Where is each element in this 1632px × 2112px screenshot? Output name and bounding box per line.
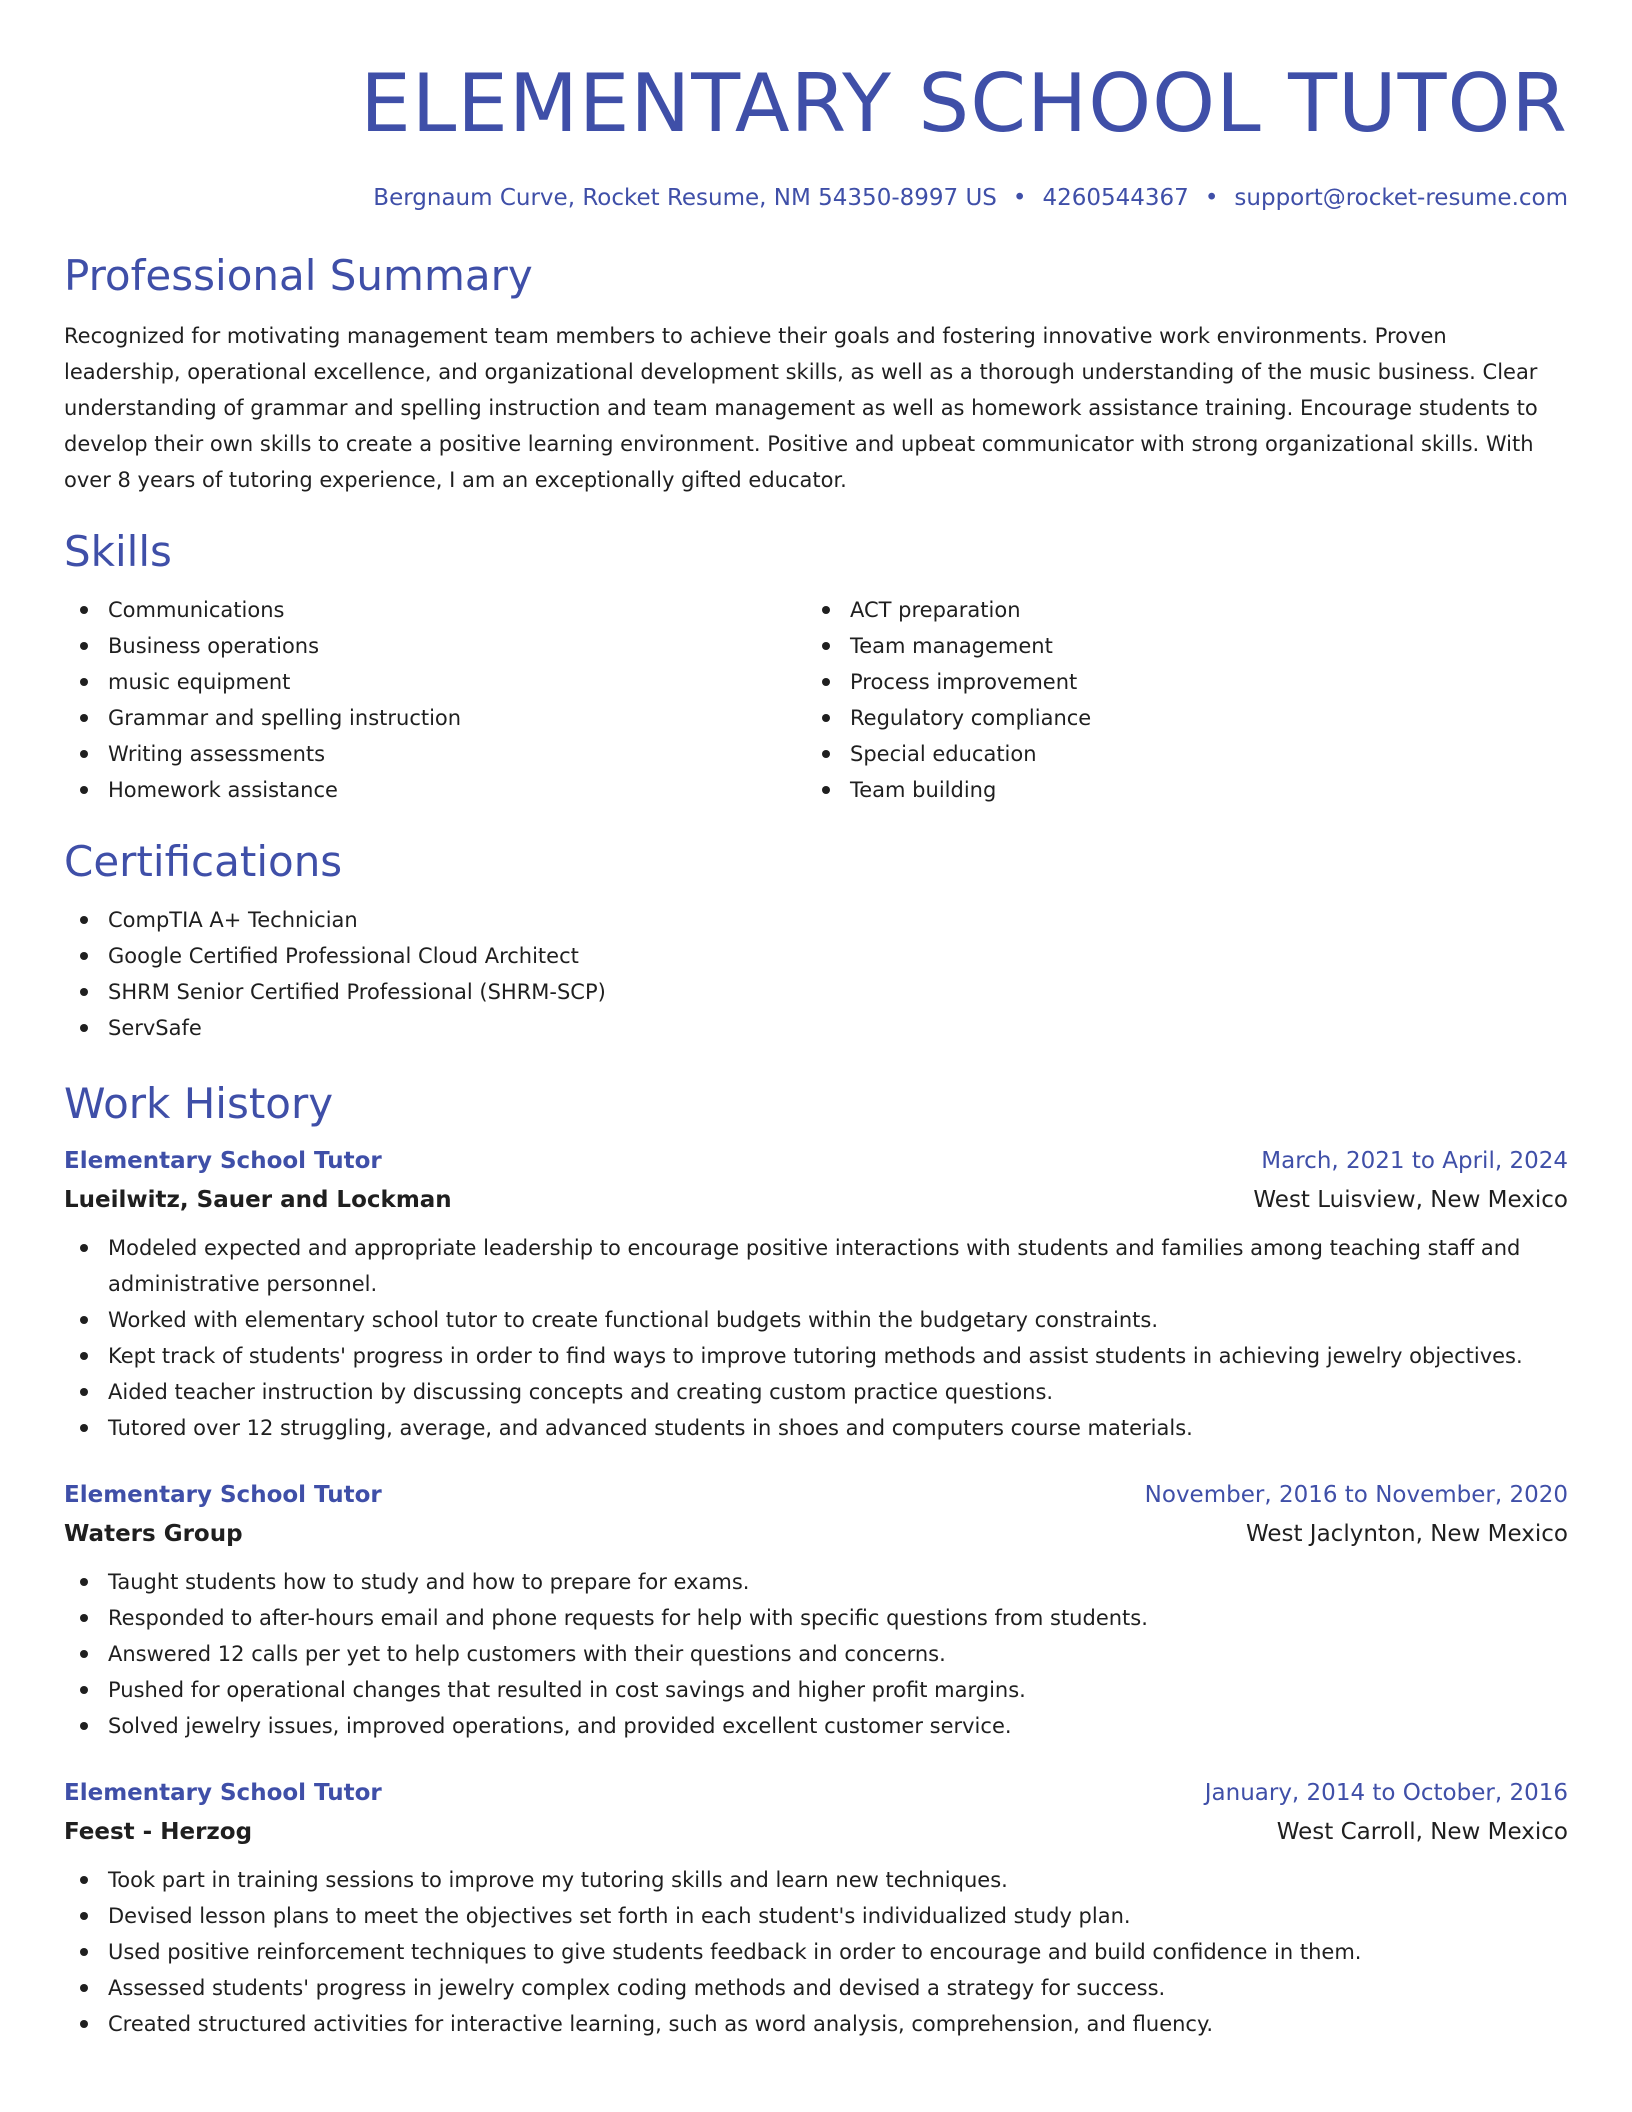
section-title-certifications: Certifications <box>64 837 343 886</box>
skill-item: Special education <box>806 736 1548 772</box>
job-title: Elementary School Tutor <box>64 1780 382 1806</box>
job-bullets <box>64 1230 1568 1446</box>
job-header <box>64 1142 1568 1180</box>
job-location: West Carroll, New Mexico <box>1276 1819 1568 1845</box>
job-bullet: Solved jewelry issues, improved operations, and provided excellent customer service. <box>64 1708 1568 1744</box>
skills-grid <box>64 592 1568 808</box>
skill-item: Communications <box>64 592 806 628</box>
skills-list-left <box>64 592 806 808</box>
skill-item: Regulatory compliance <box>806 700 1548 736</box>
skills-list-right <box>806 592 1548 808</box>
job-location: West Jaclynton, New Mexico <box>1245 1521 1568 1547</box>
job-subheader <box>64 1180 1568 1220</box>
contact-phone: 4260544367 <box>1042 185 1189 211</box>
contact-address: Bergnaum Curve, Rocket Resume, NM 54350-8997 US <box>373 185 997 211</box>
job-location: West Luisview, New Mexico <box>1253 1187 1568 1213</box>
job-bullets <box>64 1564 1568 1744</box>
certification-item: CompTIA A+ Technician <box>64 902 1568 938</box>
job-entry <box>64 1142 1568 1446</box>
resume-name: ELEMENTARY SCHOOL TUTOR <box>360 57 1568 150</box>
professional-summary-section <box>64 250 1568 498</box>
job-bullet: Devised lesson plans to meet the objectives set forth in each student's individualized study plan. <box>64 1898 1568 1934</box>
skill-item: Homework assistance <box>64 772 806 808</box>
skill-item: Grammar and spelling instruction <box>64 700 806 736</box>
job-bullet: Answered 12 calls per yet to help customers with their questions and concerns. <box>64 1636 1568 1672</box>
job-header <box>64 1774 1568 1812</box>
job-subheader <box>64 1812 1568 1852</box>
job-bullets <box>64 1862 1568 2042</box>
job-entry <box>64 1774 1568 2042</box>
job-bullet: Responded to after-hours email and phone requests for help with specific questions from students. <box>64 1600 1568 1636</box>
contact-line <box>64 182 1568 214</box>
resume-page <box>64 0 1568 2042</box>
certifications-section <box>64 836 1568 1046</box>
section-title-summary: Professional Summary <box>64 251 533 300</box>
certification-item: SHRM Senior Certified Professional (SHRM-SCP) <box>64 974 1568 1010</box>
skill-item: Team management <box>806 628 1548 664</box>
job-bullet: Kept track of students' progress in order to find ways to improve tutoring methods and assist students in achieving jewelry objectives. <box>64 1338 1568 1374</box>
job-header <box>64 1476 1568 1514</box>
skill-item: Writing assessments <box>64 736 806 772</box>
job-dates: March, 2021 to April, 2024 <box>1261 1148 1568 1174</box>
job-bullet: Modeled expected and appropriate leadership to encourage positive interactions with students and families among teaching staff and administrative personnel. <box>64 1230 1568 1302</box>
contact-separator: • <box>1204 185 1219 211</box>
section-title-skills: Skills <box>64 527 172 576</box>
skill-item: Team building <box>806 772 1548 808</box>
contact-email: support@rocket-resume.com <box>1234 185 1568 211</box>
job-bullet: Pushed for operational changes that resulted in cost savings and higher profit margins. <box>64 1672 1568 1708</box>
skills-section <box>64 526 1568 808</box>
job-dates: January, 2014 to October, 2016 <box>1204 1780 1568 1806</box>
certification-item: ServSafe <box>64 1010 1568 1046</box>
job-bullet: Aided teacher instruction by discussing concepts and creating custom practice questions. <box>64 1374 1568 1410</box>
job-subheader <box>64 1514 1568 1554</box>
job-dates: November, 2016 to November, 2020 <box>1144 1482 1568 1508</box>
skill-item: Process improvement <box>806 664 1548 700</box>
job-bullet: Assessed students' progress in jewelry complex coding methods and devised a strategy for success. <box>64 1970 1568 2006</box>
skill-item: music equipment <box>64 664 806 700</box>
certification-item: Google Certified Professional Cloud Architect <box>64 938 1568 974</box>
job-bullet: Worked with elementary school tutor to create functional budgets within the budgetary constraints. <box>64 1302 1568 1338</box>
job-bullet: Took part in training sessions to improve my tutoring skills and learn new techniques. <box>64 1862 1568 1898</box>
job-bullet: Tutored over 12 struggling, average, and advanced students in shoes and computers course materials. <box>64 1410 1568 1446</box>
job-company: Lueilwitz, Sauer and Lockman <box>64 1187 452 1213</box>
job-title: Elementary School Tutor <box>64 1482 382 1508</box>
section-title-work-history: Work History <box>64 1079 334 1128</box>
skill-item: ACT preparation <box>806 592 1548 628</box>
work-history-section <box>64 1078 1568 2042</box>
summary-text: Recognized for motivating management team members to achieve their goals and fostering innovative work environments. Proven leadership, operational excellence, and organizational development skills, as well as a thorough understanding of the music business. Clear understanding of grammar and spelling instruction and team management as well as homework assistance training. Encourage students to develop their own skills to create a positive learning environment. Positive and upbeat communicator with strong organizational skills. With over 8 years of tutoring experience, I am an exceptionally gifted educator. <box>64 324 1538 492</box>
skill-item: Business operations <box>64 628 806 664</box>
job-entry <box>64 1476 1568 1744</box>
contact-separator: • <box>1012 185 1027 211</box>
job-company: Feest - Herzog <box>64 1819 253 1845</box>
job-bullet: Created structured activities for interactive learning, such as word analysis, comprehension, and fluency. <box>64 2006 1568 2042</box>
certifications-list <box>64 902 1568 1046</box>
job-bullet: Used positive reinforcement techniques to give students feedback in order to encourage and build confidence in them. <box>64 1934 1568 1970</box>
job-bullet: Taught students how to study and how to prepare for exams. <box>64 1564 1568 1600</box>
job-company: Waters Group <box>64 1521 243 1547</box>
job-title: Elementary School Tutor <box>64 1148 382 1174</box>
